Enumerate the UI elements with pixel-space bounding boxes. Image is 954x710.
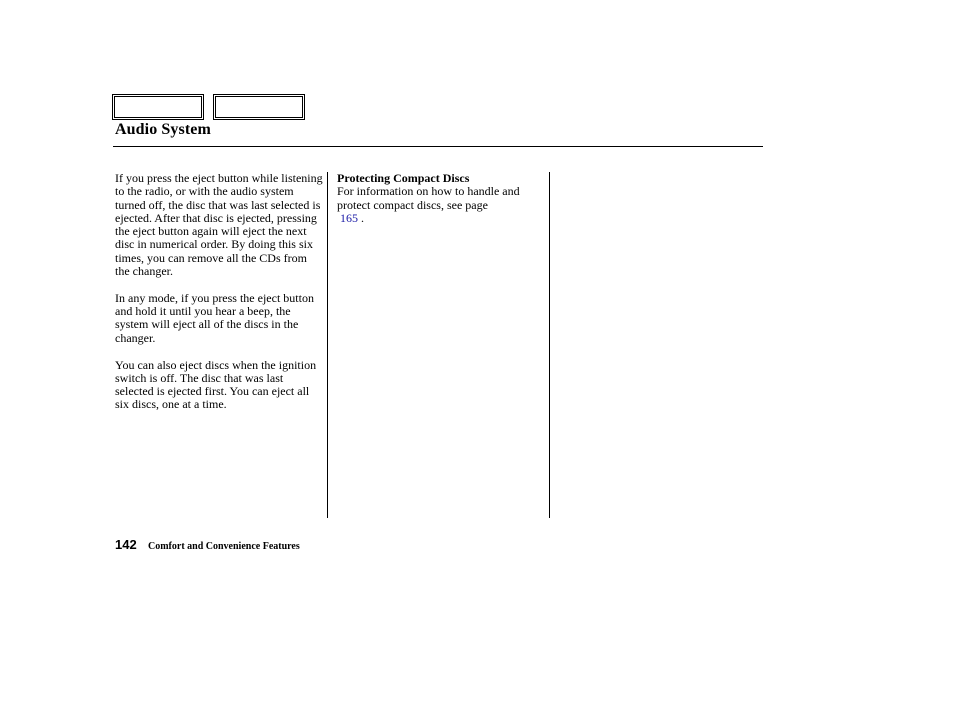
section-name: Comfort and Convenience Features [148,541,300,552]
page-title: Audio System [115,121,211,138]
eject-paragraph-3: You can also eject discs when the ignition switch is off. The disc that was last selected is ejected first. You can eject all six discs, one at a time. [115,357,317,412]
left-column [115,172,323,425]
nav-button-next[interactable] [213,94,305,120]
title-divider [113,146,763,147]
eject-paragraph-2: In any mode, if you press the eject button and hold it until you hear a beep, the system will eject all of the discs in the changer. [115,290,314,345]
middle-column [337,172,542,225]
nav-button-previous[interactable] [112,94,204,120]
page-number: 142 [115,537,137,552]
section-body [337,185,542,225]
page-reference-link[interactable]: 165 [340,210,358,225]
section-text: For information on how to handle and protect compact discs, see page [337,184,520,212]
section-text-end: . [361,210,364,225]
column-divider-1 [327,172,328,518]
eject-paragraph-1: If you press the eject button while listening to the radio, or with the audio system turned off, the disc that was last selected is ejected. After that disc is ejected, pressing the eject button again will eject the next disc in numerical order. By doing this six times, you can remove all the CDs from the changer. [115,171,323,279]
column-divider-2 [549,172,550,518]
section-heading: Protecting Compact Discs [337,171,470,185]
